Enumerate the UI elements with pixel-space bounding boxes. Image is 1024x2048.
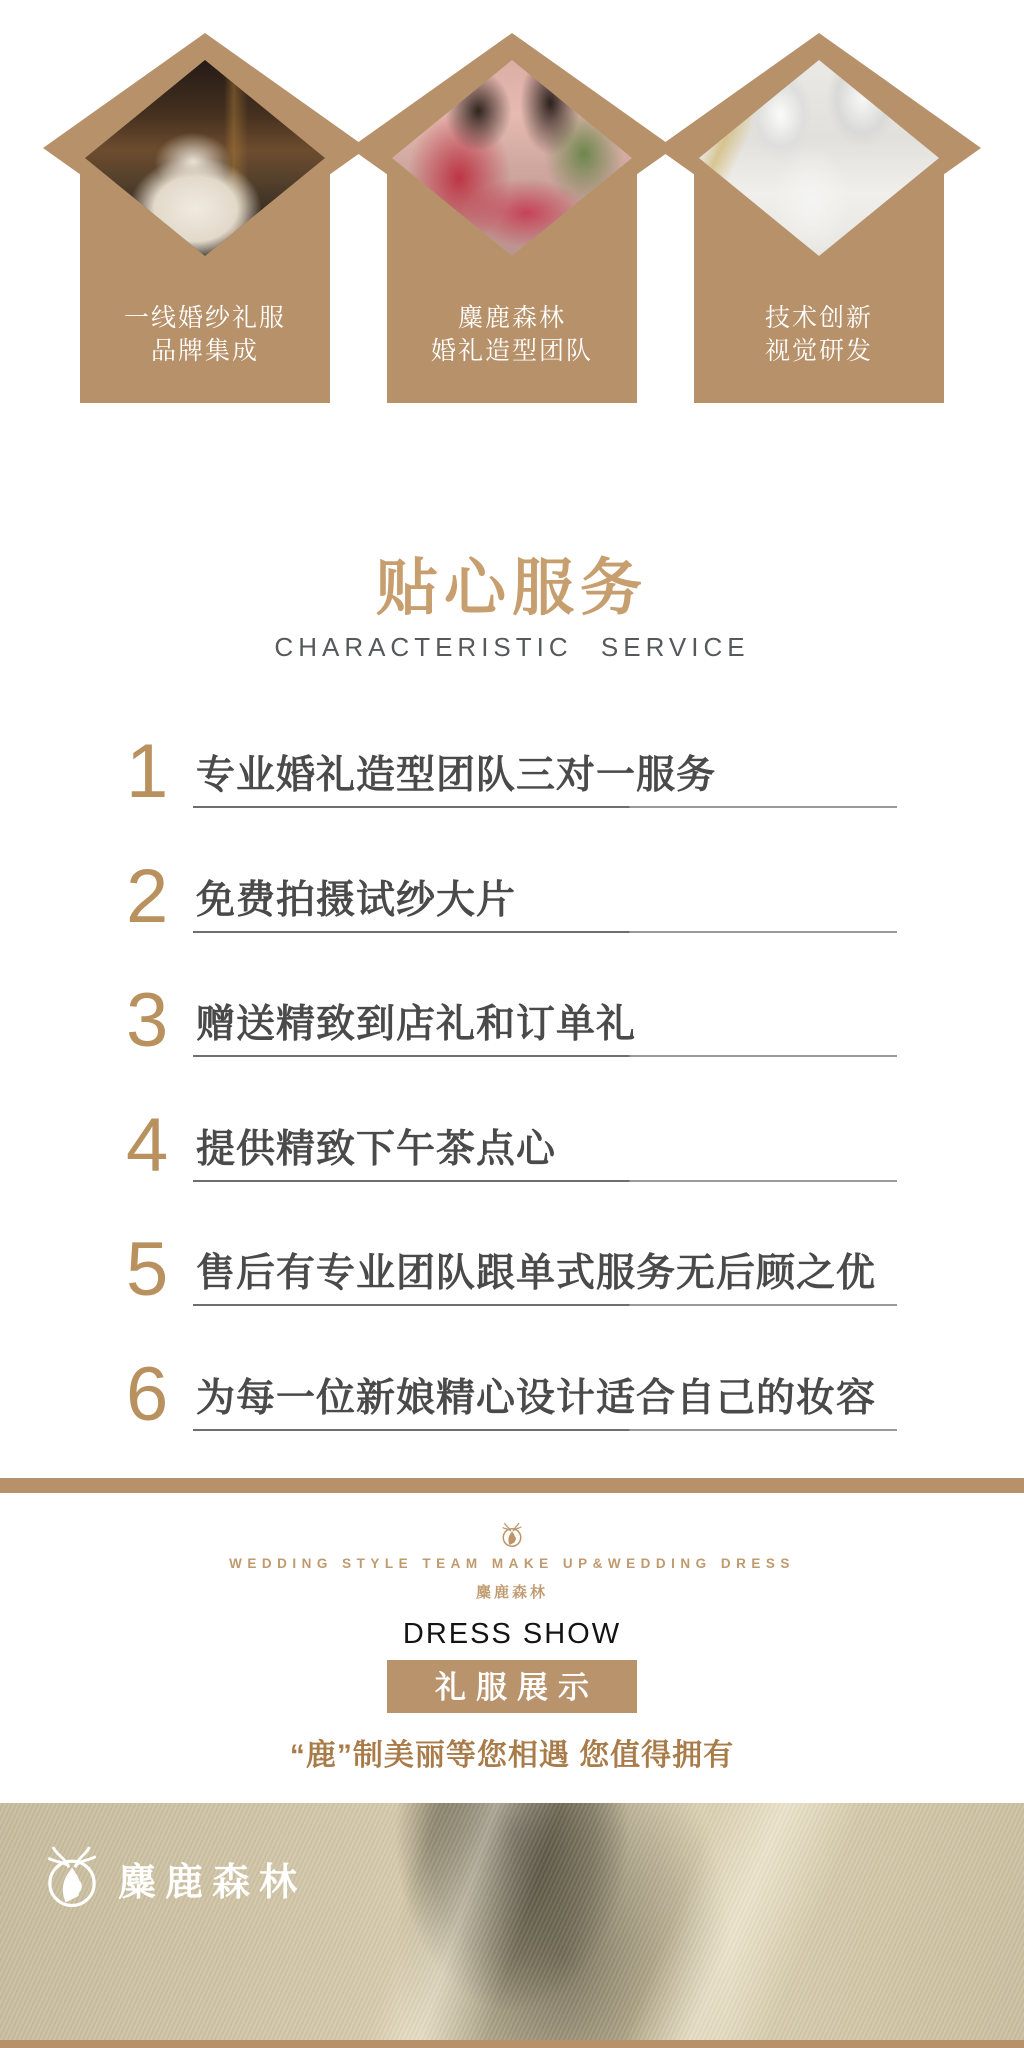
bride-veil-hero-photo: [0, 1803, 1024, 2048]
service-number: 4: [126, 1103, 169, 1188]
footer-english-tagline: WEDDING STYLE TEAM MAKE UP&WEDDING DRESS: [229, 1556, 795, 1571]
footer-quote: “鹿”制美丽等您相遇 您值得拥有: [289, 1739, 735, 1772]
service-underline: [193, 1429, 897, 1431]
service-row-6: [126, 1351, 897, 1437]
service-text: 售后有专业团队跟单式服务无后顾之优: [196, 1252, 877, 1295]
card-caption-line2: 品牌集成: [150, 337, 259, 365]
dress-show-button[interactable]: 礼服展示: [387, 1660, 637, 1713]
service-row-4: [126, 1102, 897, 1188]
service-underline: [193, 931, 897, 933]
service-underline: [193, 1055, 897, 1057]
service-number: 2: [126, 854, 169, 939]
service-text: 专业婚礼造型团队三对一服务: [196, 754, 717, 797]
service-number: 5: [126, 1227, 169, 1312]
card-caption-line1: 麋鹿森林: [457, 304, 566, 332]
service-number: 3: [126, 978, 169, 1063]
card-caption-line1: 一线婚纱礼服: [123, 304, 286, 332]
card-caption: [387, 302, 637, 368]
card-caption: [694, 302, 944, 368]
card-caption-line2: 婚礼造型团队: [430, 337, 593, 365]
section-subtitle: CHARACTERISTIC SERVICE: [274, 632, 750, 662]
service-underline: [193, 806, 897, 808]
service-text: 为每一位新娘精心设计适合自己的妆容: [196, 1377, 877, 1420]
hero-brand-logotype: 麋鹿森林: [118, 1862, 307, 1904]
service-number: 6: [126, 1352, 169, 1437]
card-caption: [80, 302, 330, 368]
service-underline: [193, 1304, 897, 1306]
service-text: 免费拍摄试纱大片: [196, 879, 517, 922]
section-divider: [0, 1478, 1024, 1493]
service-row-1: [126, 728, 897, 814]
service-number: 1: [126, 729, 169, 814]
card-caption-line2: 视觉研发: [764, 337, 873, 365]
service-text: 提供精致下午茶点心: [196, 1128, 557, 1171]
service-text: 赠送精致到店礼和订单礼: [196, 1003, 637, 1046]
service-row-2: [126, 853, 897, 939]
service-row-3: [126, 977, 897, 1063]
bottom-accent-bar: [0, 2040, 1024, 2048]
card-caption-line1: 技术创新: [764, 304, 873, 332]
footer-brand-name: 麋鹿森林: [475, 1584, 548, 1601]
feature-card-brands: [80, 30, 330, 403]
section-title: 贴心服务: [375, 554, 648, 623]
feature-card-styling-team: [387, 30, 637, 403]
service-row-5: [126, 1226, 897, 1312]
dress-show-label: DRESS SHOW: [402, 1618, 622, 1650]
deer-wreath-emblem-icon: [34, 1837, 110, 1917]
service-underline: [193, 1180, 897, 1182]
deer-wreath-emblem-icon: [497, 1519, 527, 1551]
feature-card-innovation: [694, 30, 944, 403]
